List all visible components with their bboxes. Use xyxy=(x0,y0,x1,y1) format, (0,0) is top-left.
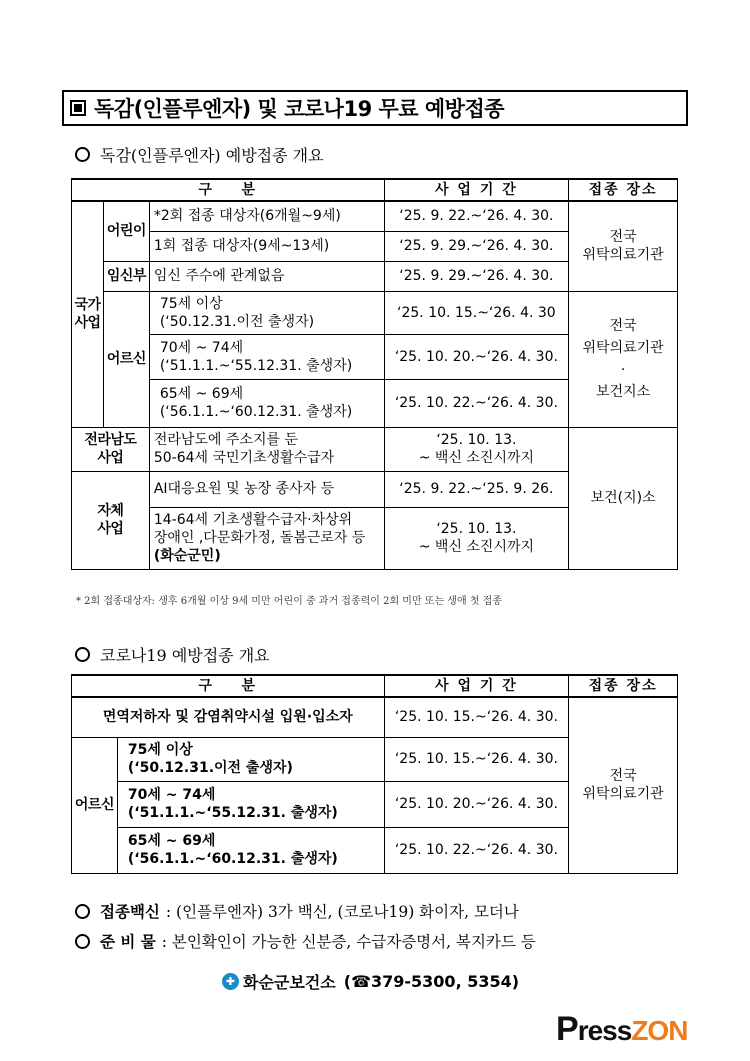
table-cell-period: ‘25. 10. 15.~‘26. 4. 30 xyxy=(384,291,569,334)
circle-bullet-icon xyxy=(75,934,90,949)
table-cell-item: 1회 접종 대상자(9세~13세) xyxy=(149,231,384,261)
watermark-zon: ZON xyxy=(631,1015,688,1046)
flu-header-category: 구 분 xyxy=(72,179,385,201)
footer-org: 화순군보건소 xyxy=(243,973,336,992)
table-cell-period: ‘25. 10. 20.~‘26. 4. 30. xyxy=(384,781,569,827)
watermark-p: P xyxy=(556,1010,578,1048)
circle-bullet-icon xyxy=(75,647,90,662)
circle-bullet-icon xyxy=(75,904,90,919)
page-title-box xyxy=(62,90,688,126)
table-cell-item: 65세 ~ 69세 (‘56.1.1.~‘60.12.31. 출생자) xyxy=(149,379,384,427)
national-project-label: 국가 사업 xyxy=(72,201,104,427)
vaccine-line xyxy=(75,900,519,922)
table-cell-item: 75세 이상 (‘50.12.31.이전 출생자) xyxy=(117,737,384,781)
prep-line xyxy=(75,930,536,952)
footnote: * 2회 접종대상자: 생후 6개월 이상 9세 미만 어린이 중 과거 접종력이 2회 미만 또는 생애 첫 접종 xyxy=(76,596,502,607)
table-cell-item: 75세 이상 (‘50.12.31.이전 출생자) xyxy=(149,291,384,334)
table-cell-period: ‘25. 9. 22.~‘26. 4. 30. xyxy=(384,201,569,231)
table-cell-item: 전라남도에 주소지를 둔 50-64세 국민기초생활수급자 xyxy=(149,427,384,471)
table-cell-period: ‘25. 10. 20.~‘26. 4. 30. xyxy=(384,334,569,379)
table-cell-item: AI대응요원 및 농장 종사자 등 xyxy=(149,471,384,507)
covid-header-category: 구 분 xyxy=(72,675,385,697)
table-cell-item: 70세 ~ 74세 (‘51.1.1.~‘55.12.31. 출생자) xyxy=(117,781,384,827)
table-cell-item: 65세 ~ 69세 (‘56.1.1.~‘60.12.31. 출생자) xyxy=(117,827,384,873)
table-cell-period: ‘25. 10. 22.~‘26. 4. 30. xyxy=(384,827,569,873)
table-cell-period: ‘25. 10. 13. ~ 백신 소진시까지 xyxy=(384,507,569,569)
vaccine-label: 접종백신 xyxy=(100,903,160,921)
page-title: 독감(인플루엔자) 및 코로나19 무료 예방접종 xyxy=(94,97,505,121)
table-cell-period: ‘25. 9. 22.~‘25. 9. 26. xyxy=(384,471,569,507)
table-cell-period: ‘25. 10. 13. ~ 백신 소진시까지 xyxy=(384,427,569,471)
item-bold-text: (화순군민) xyxy=(153,548,221,564)
prep-label: 준 비 물 xyxy=(100,933,156,951)
table-cell-item: 면역저하자 및 감염취약시설 입원·입소자 xyxy=(72,697,385,737)
circle-bullet-icon xyxy=(75,147,90,162)
table-cell-period: ‘25. 10. 15.~‘26. 4. 30. xyxy=(384,737,569,781)
table-cell-period: ‘25. 10. 22.~‘26. 4. 30. xyxy=(384,379,569,427)
presszon-watermark xyxy=(556,1010,687,1049)
jeonnam-project-label: 전라남도 사업 xyxy=(72,427,150,471)
flu-heading-text: 독감(인플루엔자) 예방접종 개요 xyxy=(100,146,324,165)
covid-header-period: 사 업 기 간 xyxy=(384,675,569,697)
table-cell-period: ‘25. 10. 15.~‘26. 4. 30. xyxy=(384,697,569,737)
elderly-label: 어르신 xyxy=(72,737,118,873)
flu-header-period: 사 업 기 간 xyxy=(384,179,569,201)
table-cell-item xyxy=(149,507,384,569)
table-cell-period: ‘25. 9. 29.~‘26. 4. 30. xyxy=(384,261,569,291)
flu-table xyxy=(71,178,678,570)
place-cell: 전국 위탁의료기관 · 보건지소 xyxy=(569,291,678,427)
table-cell-item: 임신 주수에 관계없음 xyxy=(149,261,384,291)
flu-header-place: 접종 장소 xyxy=(569,179,678,201)
table-cell-period: ‘25. 9. 29.~‘26. 4. 30. xyxy=(384,231,569,261)
footer xyxy=(222,970,519,993)
health-center-logo-icon: ✚ xyxy=(222,973,239,990)
square-bullet-icon xyxy=(70,100,86,116)
flu-heading xyxy=(75,143,324,166)
covid-table xyxy=(71,674,678,874)
prep-text: : 본인확인이 가능한 신분증, 수급자증명서, 복지카드 등 xyxy=(161,933,536,951)
covid-heading xyxy=(75,643,270,666)
table-cell-item: *2회 접종 대상자(6개월~9세) xyxy=(149,201,384,231)
table-cell-item: 70세 ~ 74세 (‘51.1.1.~‘55.12.31. 출생자) xyxy=(149,334,384,379)
elderly-label: 어르신 xyxy=(103,291,149,427)
own-project-label: 자체 사업 xyxy=(72,471,150,569)
footer-phone: (☎379-5300, 5354) xyxy=(343,972,520,991)
children-label: 어린이 xyxy=(103,201,149,261)
place-cell: 전국 위탁의료기관 xyxy=(569,697,678,873)
item-text: 14-64세 기초생활수급자·차상위 장애인 ,다문화가정, 돌봄근로자 등 xyxy=(153,512,366,546)
covid-header-place: 접종 장소 xyxy=(569,675,678,697)
covid-heading-text: 코로나19 예방접종 개요 xyxy=(100,646,270,665)
watermark-ress: ress xyxy=(577,1015,632,1046)
pregnant-label: 임신부 xyxy=(103,261,149,291)
vaccine-text: : (인플루엔자) 3가 백신, (코로나19) 화이자, 모더나 xyxy=(165,903,519,921)
place-cell: 보건(지)소 xyxy=(569,427,678,569)
place-cell: 전국 위탁의료기관 xyxy=(569,201,678,291)
